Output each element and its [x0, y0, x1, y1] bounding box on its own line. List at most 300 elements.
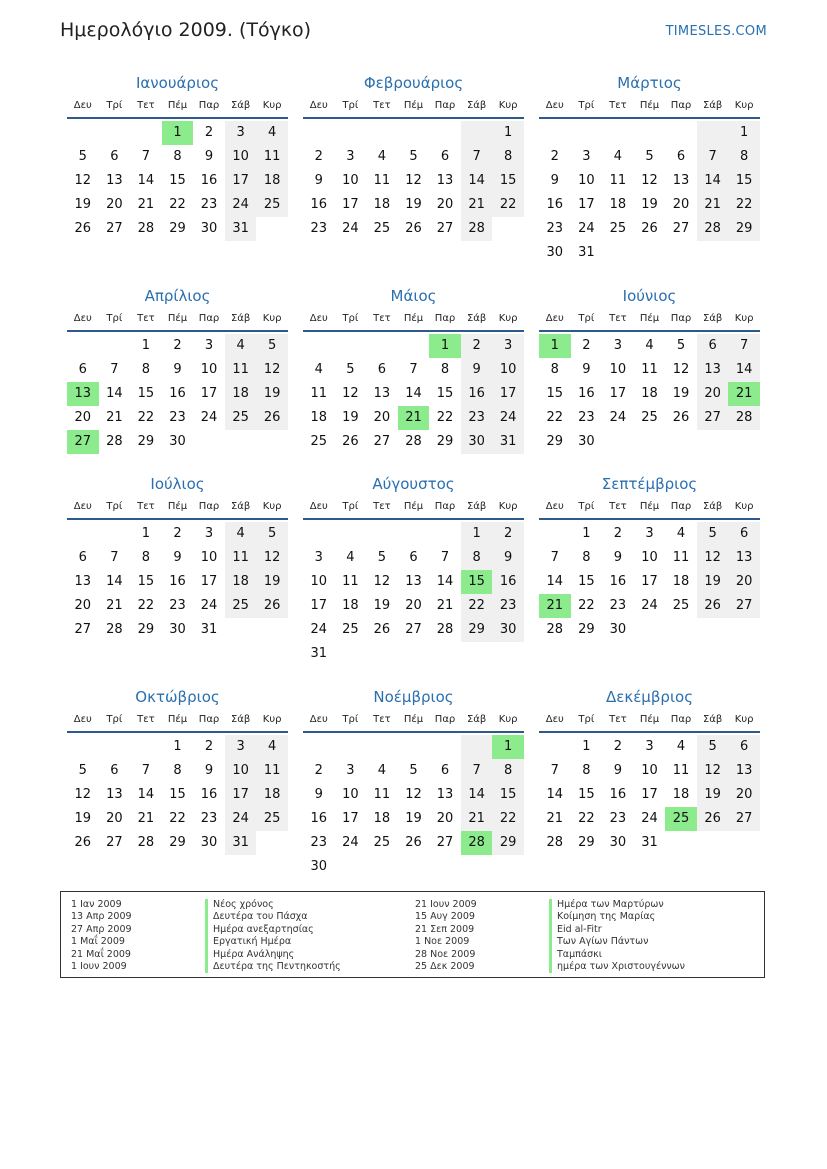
day-cell: 21	[436, 598, 454, 613]
day-cell: 27	[728, 594, 760, 618]
day-cell: 29	[492, 831, 524, 855]
day-cell: 24	[578, 221, 595, 236]
empty-day-cell	[303, 334, 335, 358]
day-cell: 26	[697, 594, 729, 618]
weekday-label: Παρ	[198, 313, 220, 324]
day-cell: 31	[578, 245, 595, 260]
day-cell: 8	[461, 546, 493, 570]
day-cell: 28	[728, 406, 760, 430]
weekday-label: Σάβ	[702, 714, 723, 725]
day-cell: 13	[436, 173, 454, 188]
day-cell: 6	[110, 763, 119, 778]
day-cell: 15	[546, 386, 564, 401]
day-cell: 11	[256, 145, 288, 169]
holiday-name: Ταμπάσκι	[549, 949, 685, 961]
weekday-label: Δευ	[309, 714, 328, 725]
month-name: Οκτώβριος	[135, 688, 220, 706]
day-grid	[539, 121, 760, 265]
day-grid	[303, 121, 524, 241]
day-cell: 17	[578, 197, 595, 212]
day-cell: 17	[492, 382, 524, 406]
day-cell: 19	[405, 197, 422, 212]
empty-day-cell	[99, 334, 131, 358]
day-cell: 27	[697, 406, 729, 430]
day-cell: 15	[169, 787, 186, 802]
day-cell: 7	[141, 763, 151, 778]
month-calendar	[67, 473, 288, 642]
weekday-label: Σάβ	[230, 313, 251, 324]
day-cell: 29	[578, 622, 595, 637]
day-cell: 3	[314, 550, 323, 565]
day-cell: 6	[728, 735, 760, 759]
day-cell: 7	[550, 763, 559, 778]
day-cell: 2	[173, 338, 182, 353]
day-cell: 8	[492, 759, 524, 783]
holiday-name: Κοίμηση της Μαρίας	[549, 911, 685, 923]
day-grid	[67, 121, 288, 241]
day-cell: 18	[256, 783, 288, 807]
month-calendar	[539, 473, 760, 642]
day-cell: 9	[204, 763, 214, 778]
day-cell: 22	[546, 410, 564, 425]
weekday-label: Τρί	[106, 714, 123, 725]
day-cell: 2	[613, 739, 623, 754]
empty-day-cell	[539, 522, 571, 546]
day-cell: 24	[641, 598, 658, 613]
day-cell: 6	[110, 149, 119, 164]
day-cell: 20	[436, 811, 454, 826]
weekday-label: Σάβ	[702, 100, 723, 111]
weekday-label: Παρ	[670, 313, 692, 324]
weekday-label: Παρ	[434, 100, 456, 111]
weekday-label: Κυρ	[734, 501, 754, 512]
holiday-name: Δευτέρα της Πεντηκοστής	[205, 961, 341, 973]
holiday-names-left	[205, 899, 341, 973]
day-cell: 8	[492, 145, 524, 169]
day-cell: 30	[578, 434, 595, 449]
empty-day-cell	[335, 334, 367, 358]
day-cell: 25	[310, 434, 328, 449]
month-name: Μάιος	[390, 287, 437, 305]
day-cell: 8	[440, 362, 450, 377]
day-cell: 8	[582, 763, 591, 778]
day-cell: 7	[110, 550, 119, 565]
day-cell: 19	[256, 570, 288, 594]
day-cell: 5	[409, 763, 418, 778]
weekday-label: Τετ	[137, 501, 155, 512]
day-cell: 24	[342, 835, 359, 850]
day-cell: 4	[613, 149, 623, 164]
day-cell: 18	[373, 811, 391, 826]
day-cell: 24	[200, 598, 218, 613]
day-cell: 6	[440, 149, 450, 164]
weekday-label: Τετ	[373, 714, 391, 725]
day-cell: 27	[436, 835, 454, 850]
holiday-dates-left	[71, 899, 132, 973]
holiday-name: Δευτέρα του Πάσχα	[205, 911, 341, 923]
weekday-label: Κυρ	[262, 313, 282, 324]
day-cell: 24	[492, 406, 524, 430]
day-grid	[539, 735, 760, 855]
day-cell: 25	[609, 221, 627, 236]
empty-day-cell	[634, 121, 666, 145]
day-cell: 9	[314, 787, 323, 802]
weekday-label: Παρ	[670, 714, 692, 725]
day-cell: 21	[137, 811, 155, 826]
day-cell: 30	[546, 245, 564, 260]
day-cell: 25	[672, 598, 690, 613]
day-cell: 6	[78, 362, 87, 377]
day-cell: 8	[728, 145, 760, 169]
day-cell: 28	[106, 622, 123, 637]
day-cell: 1	[728, 121, 760, 145]
day-cell: 28	[137, 835, 155, 850]
day-cell: 18	[342, 598, 359, 613]
day-cell: 26	[373, 622, 391, 637]
day-cell: 8	[173, 149, 182, 164]
day-cell: 9	[582, 362, 591, 377]
weekday-label: Πέμ	[167, 100, 188, 111]
weekday-label: Δευ	[545, 100, 564, 111]
day-cell: 28	[137, 221, 155, 236]
day-cell: 16	[609, 787, 627, 802]
weekday-header	[539, 495, 760, 520]
day-cell: 18	[310, 410, 328, 425]
day-cell: 26	[672, 410, 690, 425]
holiday-names-right	[549, 899, 685, 973]
day-cell: 18	[225, 382, 257, 406]
day-cell: 16	[200, 173, 218, 188]
empty-day-cell	[303, 121, 335, 145]
day-cell: 13	[405, 574, 422, 589]
day-cell: 16	[609, 574, 627, 589]
day-cell: 24	[641, 811, 658, 826]
day-cell: 4	[225, 522, 257, 546]
day-grid	[303, 735, 524, 879]
day-cell: 8	[141, 550, 151, 565]
day-cell: 15	[436, 386, 454, 401]
day-cell: 26	[405, 221, 422, 236]
day-cell: 30	[492, 618, 524, 642]
day-cell: 29	[436, 434, 454, 449]
weekday-label: Σάβ	[466, 714, 487, 725]
day-cell: 1	[173, 739, 182, 754]
empty-day-cell	[366, 334, 398, 358]
day-cell: 7	[461, 759, 493, 783]
day-cell: 23	[546, 221, 564, 236]
weekday-label: Σάβ	[702, 501, 723, 512]
day-cell: 13	[728, 546, 760, 570]
day-cell: 9	[613, 763, 623, 778]
holiday-name: ημέρα των Χριστουγέννων	[549, 961, 685, 973]
day-cell: 31	[641, 835, 658, 850]
weekday-label: Τετ	[609, 501, 627, 512]
day-cell: 10	[225, 759, 257, 783]
holiday-date: 21 Μαΐ 2009	[71, 948, 131, 960]
empty-day-cell	[398, 334, 430, 358]
day-cell: 13	[672, 173, 690, 188]
month-name: Ιούνιος	[622, 287, 677, 305]
day-cell: 28	[436, 622, 454, 637]
day-cell: 9	[492, 546, 524, 570]
weekday-label: Δευ	[545, 313, 564, 324]
day-cell: 9	[461, 358, 493, 382]
day-cell: 14	[106, 386, 123, 401]
weekday-label: Πέμ	[403, 501, 424, 512]
day-cell: 15	[492, 783, 524, 807]
day-cell: 14	[436, 574, 454, 589]
empty-day-cell	[429, 121, 461, 145]
weekday-label: Τρί	[342, 501, 359, 512]
holiday-date: 21 Σεπ 2009	[415, 923, 475, 935]
day-cell: 21	[106, 598, 123, 613]
weekday-label: Τρί	[342, 714, 359, 725]
day-cell: 30	[609, 835, 627, 850]
weekday-label: Κυρ	[734, 714, 754, 725]
day-cell: 7	[697, 145, 729, 169]
day-cell: 27	[74, 622, 92, 637]
day-cell: 16	[310, 811, 328, 826]
day-cell: 19	[697, 570, 729, 594]
day-cell: 6	[377, 362, 387, 377]
day-cell: 11	[342, 574, 359, 589]
day-cell: 8	[141, 362, 151, 377]
day-cell: 3	[613, 338, 623, 353]
weekday-label: Πέμ	[167, 501, 188, 512]
weekday-label: Τετ	[609, 100, 627, 111]
weekday-label: Τρί	[106, 501, 123, 512]
day-cell: 5	[697, 522, 729, 546]
weekday-label: Δευ	[73, 501, 92, 512]
weekday-label: Πέμ	[639, 313, 660, 324]
weekday-label: Τρί	[578, 100, 595, 111]
weekday-label: Δευ	[73, 100, 92, 111]
empty-day-cell	[602, 121, 634, 145]
day-cell: 5	[78, 149, 87, 164]
day-cell: 12	[342, 386, 359, 401]
month-name: Μάρτιος	[617, 74, 682, 92]
day-cell: 1	[582, 526, 591, 541]
day-cell: 14	[697, 169, 729, 193]
day-cell: 23	[578, 410, 595, 425]
empty-day-cell	[99, 735, 131, 759]
brand-link[interactable]: TIMESLES.COM	[665, 24, 767, 39]
day-cell: 14	[546, 787, 564, 802]
day-cell: 1	[461, 522, 493, 546]
day-cell: 9	[173, 362, 182, 377]
day-cell: 17	[641, 787, 658, 802]
empty-day-cell	[366, 522, 398, 546]
weekday-label: Κυρ	[734, 313, 754, 324]
day-cell: 12	[256, 358, 288, 382]
holiday-day-cell: 1	[539, 334, 571, 358]
day-cell: 22	[492, 193, 524, 217]
day-cell: 19	[74, 197, 92, 212]
day-cell: 12	[641, 173, 658, 188]
day-cell: 2	[204, 125, 214, 140]
day-cell: 28	[106, 434, 123, 449]
holiday-date: 28 Νοε 2009	[415, 948, 476, 960]
day-cell: 30	[609, 622, 627, 637]
weekday-label: Τρί	[342, 313, 359, 324]
holiday-name: Eid al-Fitr	[549, 924, 685, 936]
day-cell: 3	[346, 763, 355, 778]
day-cell: 17	[310, 598, 328, 613]
day-cell: 22	[169, 197, 186, 212]
weekday-label: Παρ	[670, 501, 692, 512]
empty-day-cell	[67, 522, 99, 546]
weekday-label: Τετ	[373, 313, 391, 324]
month-calendar	[303, 285, 524, 454]
day-grid	[303, 522, 524, 666]
weekday-label: Σάβ	[466, 100, 487, 111]
day-cell: 20	[74, 410, 92, 425]
month-calendar	[303, 686, 524, 879]
day-cell: 18	[225, 570, 257, 594]
day-cell: 29	[137, 622, 155, 637]
holiday-dates-right	[415, 899, 477, 973]
day-cell: 23	[310, 835, 328, 850]
day-cell: 26	[256, 594, 288, 618]
holiday-date: 21 Ιουν 2009	[415, 899, 477, 910]
day-cell: 29	[137, 434, 155, 449]
month-calendar	[539, 72, 760, 265]
day-cell: 30	[200, 221, 218, 236]
weekday-label: Δευ	[309, 501, 328, 512]
empty-day-cell	[335, 522, 367, 546]
holiday-name: Ημέρα Ανάληψης	[205, 949, 341, 961]
empty-day-cell	[461, 735, 493, 759]
empty-day-cell	[366, 735, 398, 759]
month-name: Νοέμβριος	[373, 688, 454, 706]
empty-day-cell	[429, 735, 461, 759]
day-cell: 23	[310, 221, 328, 236]
day-cell: 22	[137, 598, 155, 613]
day-cell: 18	[373, 197, 391, 212]
day-cell: 16	[310, 197, 328, 212]
weekday-label: Τρί	[106, 313, 123, 324]
day-cell: 5	[645, 149, 654, 164]
weekday-header	[303, 495, 524, 520]
weekday-label: Παρ	[434, 714, 456, 725]
empty-day-cell	[99, 121, 131, 145]
day-cell: 21	[461, 807, 493, 831]
day-cell: 4	[645, 338, 654, 353]
day-cell: 3	[204, 338, 214, 353]
weekday-label: Τετ	[137, 313, 155, 324]
empty-day-cell	[398, 522, 430, 546]
holiday-name: Ημέρα των Μαρτύρων	[549, 899, 685, 911]
day-cell: 7	[409, 362, 418, 377]
day-cell: 21	[697, 193, 729, 217]
day-cell: 6	[440, 763, 450, 778]
holiday-day-cell: 1	[162, 121, 194, 145]
weekday-label: Δευ	[545, 501, 564, 512]
holiday-day-cell: 21	[539, 594, 571, 618]
weekday-label: Πέμ	[639, 714, 660, 725]
day-cell: 24	[200, 410, 218, 425]
day-cell: 10	[641, 763, 658, 778]
weekday-label: Κυρ	[498, 714, 518, 725]
day-cell: 31	[200, 622, 218, 637]
weekday-label: Δευ	[73, 313, 92, 324]
day-cell: 30	[169, 622, 186, 637]
day-cell: 18	[641, 386, 658, 401]
weekday-header	[539, 307, 760, 332]
holiday-day-cell: 25	[665, 807, 697, 831]
weekday-label: Τρί	[106, 100, 123, 111]
empty-day-cell	[697, 121, 729, 145]
day-cell: 21	[461, 193, 493, 217]
day-cell: 20	[405, 598, 422, 613]
day-cell: 11	[310, 386, 328, 401]
day-cell: 27	[405, 622, 422, 637]
weekday-label: Σάβ	[230, 714, 251, 725]
weekday-header	[67, 307, 288, 332]
day-cell: 19	[256, 382, 288, 406]
day-cell: 26	[74, 221, 92, 236]
day-cell: 15	[492, 169, 524, 193]
day-cell: 10	[492, 358, 524, 382]
weekday-label: Δευ	[309, 100, 328, 111]
day-cell: 12	[697, 759, 729, 783]
day-cell: 29	[169, 221, 186, 236]
day-cell: 8	[582, 550, 591, 565]
empty-day-cell	[398, 735, 430, 759]
day-cell: 6	[676, 149, 686, 164]
day-cell: 13	[373, 386, 391, 401]
day-cell: 25	[225, 406, 257, 430]
weekday-label: Πέμ	[639, 100, 660, 111]
empty-day-cell	[429, 522, 461, 546]
day-cell: 19	[405, 811, 422, 826]
holiday-name: Των Αγίων Πάντων	[549, 936, 685, 948]
day-cell: 5	[346, 362, 355, 377]
day-cell: 19	[641, 197, 658, 212]
day-cell: 16	[169, 574, 186, 589]
day-cell: 2	[492, 522, 524, 546]
holiday-day-cell: 28	[461, 831, 493, 855]
holiday-day-cell: 27	[67, 430, 99, 454]
day-cell: 20	[373, 410, 391, 425]
day-cell: 2	[550, 149, 559, 164]
month-calendar	[67, 72, 288, 241]
day-cell: 10	[609, 362, 627, 377]
holiday-name: Εργατική Ημέρα	[205, 936, 341, 948]
day-cell: 12	[405, 173, 422, 188]
weekday-label: Κυρ	[498, 100, 518, 111]
day-grid	[67, 334, 288, 454]
empty-day-cell	[335, 735, 367, 759]
day-cell: 11	[256, 759, 288, 783]
weekday-label: Σάβ	[466, 313, 487, 324]
day-cell: 10	[578, 173, 595, 188]
day-cell: 17	[641, 574, 658, 589]
month-name: Απρίλιος	[144, 287, 211, 305]
day-cell: 19	[697, 783, 729, 807]
day-cell: 1	[141, 338, 151, 353]
day-cell: 3	[346, 149, 355, 164]
weekday-label: Πέμ	[639, 501, 660, 512]
day-cell: 2	[173, 526, 182, 541]
weekday-label: Παρ	[198, 714, 220, 725]
day-grid	[539, 522, 760, 642]
day-cell: 25	[256, 193, 288, 217]
weekday-label: Κυρ	[498, 501, 518, 512]
month-name: Ιανουάριος	[135, 74, 219, 92]
day-cell: 17	[609, 386, 627, 401]
weekday-label: Παρ	[670, 100, 692, 111]
